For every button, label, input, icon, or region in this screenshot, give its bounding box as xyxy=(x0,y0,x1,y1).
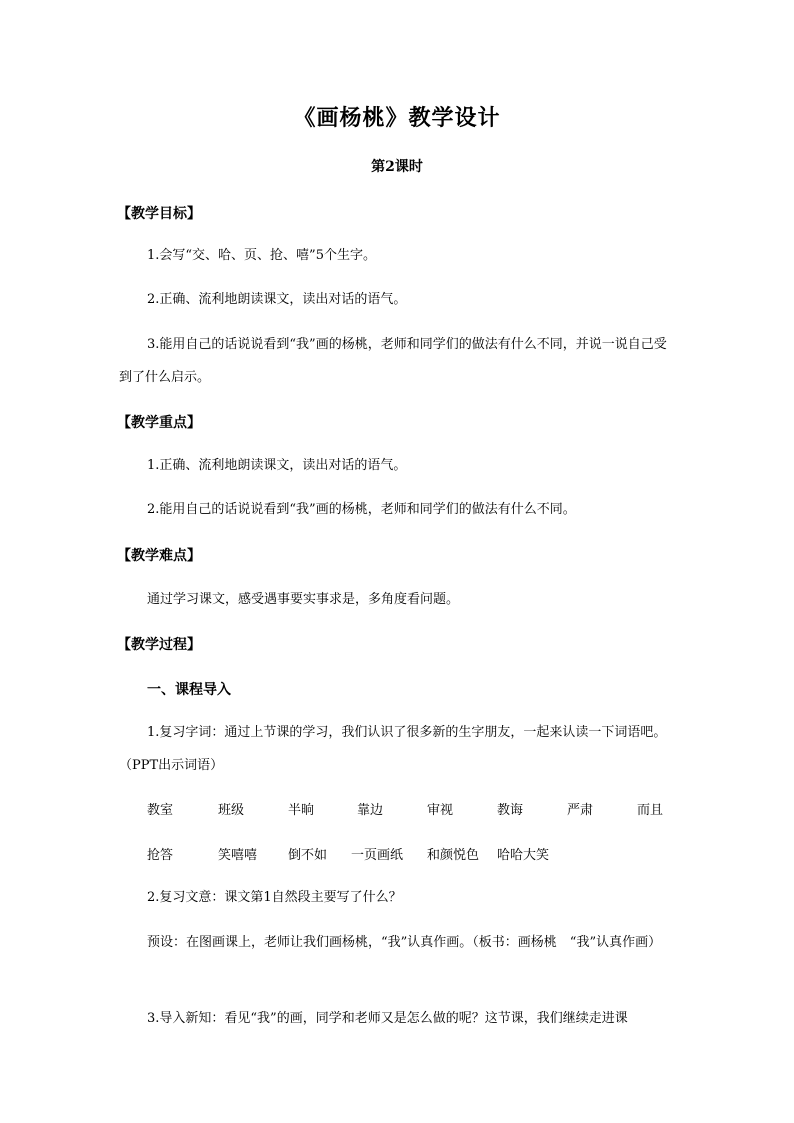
word-item: 教室 xyxy=(147,803,174,818)
review-meaning-paragraph: 2.复习文意：课文第1自然段主要写了什么？ xyxy=(147,890,402,905)
word-item: 而且 xyxy=(637,803,664,818)
process-heading: 【教学过程】 xyxy=(117,637,201,653)
key-points-heading: 【教学重点】 xyxy=(117,415,201,431)
word-row-2 xyxy=(147,844,687,864)
word-item: 半晌 xyxy=(288,803,315,818)
objective-item-1: 1.会写“交、哈、页、抢、嘻”5个生字。 xyxy=(147,248,376,263)
objective-item-3: 3.能用自己的话说说看到“我”画的杨桃，老师和同学们的做法有什么不同，并说一说自己受到了什么启示。 xyxy=(119,337,667,385)
step1-heading: 一、课程导入 xyxy=(147,682,231,698)
word-row-1 xyxy=(147,799,687,819)
word-item: 笑嘻嘻 xyxy=(218,848,258,863)
word-item: 教诲 xyxy=(497,803,524,818)
lesson-subtitle: 第2课时 xyxy=(371,159,423,175)
word-item: 和颜悦色 xyxy=(427,848,480,863)
document-title: 《画杨桃》教学设计 xyxy=(293,105,501,131)
difficulties-text: 通过学习课文，感受遇事要实事求是，多角度看问题。 xyxy=(147,592,460,607)
review-words-paragraph: 1.复习字词：通过上节课的学习，我们认识了很多新的生字朋友，一起来认读一下词语吧。（PPT出示词语） xyxy=(119,725,667,773)
word-item: 一页画纸 xyxy=(351,848,404,863)
difficulties-heading: 【教学难点】 xyxy=(117,548,201,564)
new-lesson-intro-paragraph: 3.导入新知：看见“我”的画，同学和老师又是怎么做的呢？这节课，我们继续走进课 xyxy=(147,1011,628,1026)
objective-item-2: 2.正确、流利地朗读课文，读出对话的语气。 xyxy=(147,292,407,307)
word-item: 审视 xyxy=(427,803,454,818)
key-point-item-2: 2.能用自己的话说说看到“我”画的杨桃，老师和同学们的做法有什么不同。 xyxy=(147,502,576,517)
word-item: 倒不如 xyxy=(288,848,328,863)
word-item: 严肃 xyxy=(567,803,594,818)
objectives-heading: 【教学目标】 xyxy=(117,206,201,222)
word-item: 哈哈大笑 xyxy=(497,848,550,863)
word-item: 班级 xyxy=(218,803,245,818)
expected-answer-paragraph: 预设：在图画课上，老师让我们画杨桃，“我”认真作画。（板书：画杨桃 “我”认真作画） xyxy=(147,935,662,950)
key-point-item-1: 1.正确、流利地朗读课文，读出对话的语气。 xyxy=(147,458,407,473)
word-item: 抢答 xyxy=(147,848,174,863)
word-item: 靠边 xyxy=(357,803,384,818)
